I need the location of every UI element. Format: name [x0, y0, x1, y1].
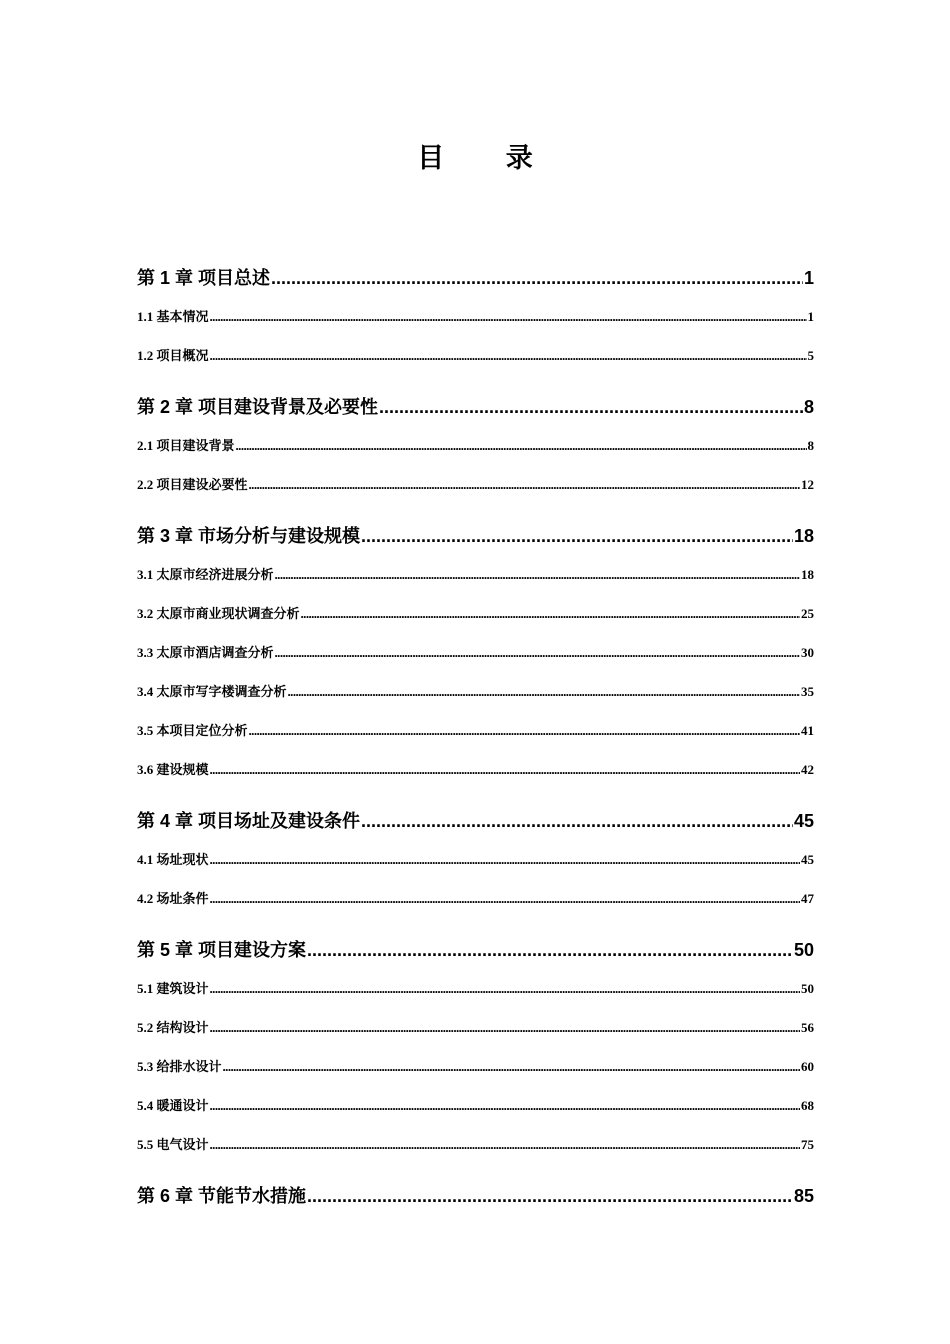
toc-entry-label: 1.1 基本情况: [137, 309, 209, 324]
toc-section-entry[interactable]: [137, 603, 814, 621]
toc-dot-leader: [301, 606, 800, 622]
toc-page-number: 8: [807, 438, 814, 453]
toc-dot-leader: [379, 397, 803, 418]
toc-dot-leader: [275, 645, 800, 661]
toc-page-number: 85: [793, 1186, 814, 1206]
toc-section-entry[interactable]: [137, 564, 814, 582]
toc-page-number: 45: [793, 811, 814, 831]
toc-chapter-entry[interactable]: [137, 936, 814, 960]
toc-entry-label: 第 2 章 项目建设背景及必要性: [137, 397, 379, 417]
toc-dot-leader: [210, 762, 800, 778]
toc-entry-label: 5.5 电气设计: [137, 1137, 209, 1152]
toc-entry-label: 5.2 结构设计: [137, 1020, 209, 1035]
toc-section-entry[interactable]: [137, 978, 814, 996]
toc-dot-leader: [249, 477, 800, 493]
toc-section-entry[interactable]: [137, 849, 814, 867]
toc-page-number: 18: [793, 526, 814, 546]
toc-page-number: 45: [801, 852, 814, 867]
toc-page-number: 8: [803, 397, 814, 417]
toc-section-entry[interactable]: [137, 1017, 814, 1035]
toc-entry-label: 4.2 场址条件: [137, 891, 209, 906]
toc-entry-label: 1.2 项目概况: [137, 348, 209, 363]
toc-dot-leader: [210, 1098, 800, 1114]
toc-dot-leader: [210, 852, 800, 868]
toc-entry-label: 3.6 建设规模: [137, 762, 209, 777]
toc-page-number: 47: [801, 891, 814, 906]
toc-chapter-entry[interactable]: [137, 807, 814, 831]
toc-page-number: 12: [801, 477, 814, 492]
toc-entry-label: 第 3 章 市场分析与建设规模: [137, 526, 361, 546]
toc-dot-leader: [210, 1020, 800, 1036]
toc-section-entry[interactable]: [137, 1056, 814, 1074]
toc-section-entry[interactable]: [137, 345, 814, 363]
toc-entry-label: 第 6 章 节能节水措施: [137, 1186, 307, 1206]
toc-dot-leader: [307, 940, 793, 961]
toc-page-number: 18: [801, 567, 814, 582]
toc-section-entry[interactable]: [137, 1134, 814, 1152]
toc-section-entry[interactable]: [137, 720, 814, 738]
toc-dot-leader: [288, 684, 800, 700]
toc-page-number: 75: [801, 1137, 814, 1152]
toc-dot-leader: [210, 348, 807, 364]
toc-dot-leader: [361, 811, 793, 832]
toc-page-number: 1: [807, 309, 814, 324]
toc-entry-label: 4.1 场址现状: [137, 852, 209, 867]
toc-entry-label: 3.2 太原市商业现状调查分析: [137, 606, 300, 621]
toc-page-number: 35: [801, 684, 814, 699]
toc-page-number: 1: [803, 268, 814, 288]
toc-page-number: 56: [801, 1020, 814, 1035]
toc-page-number: 30: [801, 645, 814, 660]
toc-title: 目 录: [417, 143, 559, 174]
toc-section-entry[interactable]: [137, 888, 814, 906]
toc-entry-label: 第 4 章 项目场址及建设条件: [137, 811, 361, 831]
toc-dot-leader: [210, 891, 800, 907]
toc-dot-leader: [307, 1186, 793, 1207]
toc-dot-leader: [210, 981, 800, 997]
toc-entry-label: 3.5 本项目定位分析: [137, 723, 248, 738]
toc-page-number: 50: [801, 981, 814, 996]
toc-section-entry[interactable]: [137, 306, 814, 324]
toc-page-number: 25: [801, 606, 814, 621]
toc-dot-leader: [223, 1059, 800, 1075]
toc-chapter-entry[interactable]: [137, 1182, 814, 1206]
toc-dot-leader: [236, 438, 807, 454]
toc-section-entry[interactable]: [137, 759, 814, 777]
toc-chapter-entry[interactable]: [137, 522, 814, 546]
toc-dot-leader: [361, 526, 793, 547]
toc-entry-label: 3.3 太原市酒店调查分析: [137, 645, 274, 660]
toc-entry-label: 第 1 章 项目总述: [137, 268, 271, 288]
toc-page-number: 68: [801, 1098, 814, 1113]
toc-section-entry[interactable]: [137, 642, 814, 660]
toc-dot-leader: [275, 567, 800, 583]
toc-chapter-entry[interactable]: [137, 264, 814, 288]
toc-section-entry[interactable]: [137, 1095, 814, 1113]
toc-page-number: 42: [801, 762, 814, 777]
toc-page-number: 41: [801, 723, 814, 738]
toc-entry-label: 3.4 太原市写字楼调查分析: [137, 684, 287, 699]
toc-entry-label: 2.1 项目建设背景: [137, 438, 235, 453]
toc-page-number: 5: [807, 348, 814, 363]
toc-section-entry[interactable]: [137, 474, 814, 492]
toc-entry-label: 5.1 建筑设计: [137, 981, 209, 996]
toc-dot-leader: [271, 268, 803, 289]
toc-dot-leader: [249, 723, 800, 739]
toc-entry-label: 3.1 太原市经济进展分析: [137, 567, 274, 582]
toc-section-entry[interactable]: [137, 435, 814, 453]
toc-dot-leader: [210, 1137, 800, 1153]
toc-section-entry[interactable]: [137, 681, 814, 699]
toc-page-number: 50: [793, 940, 814, 960]
toc-chapter-entry[interactable]: [137, 393, 814, 417]
toc-dot-leader: [210, 309, 807, 325]
toc-entry-label: 2.2 项目建设必要性: [137, 477, 248, 492]
toc-entry-label: 5.4 暖通设计: [137, 1098, 209, 1113]
toc-entry-label: 5.3 给排水设计: [137, 1059, 222, 1074]
toc-entry-label: 第 5 章 项目建设方案: [137, 940, 307, 960]
toc-page-number: 60: [801, 1059, 814, 1074]
